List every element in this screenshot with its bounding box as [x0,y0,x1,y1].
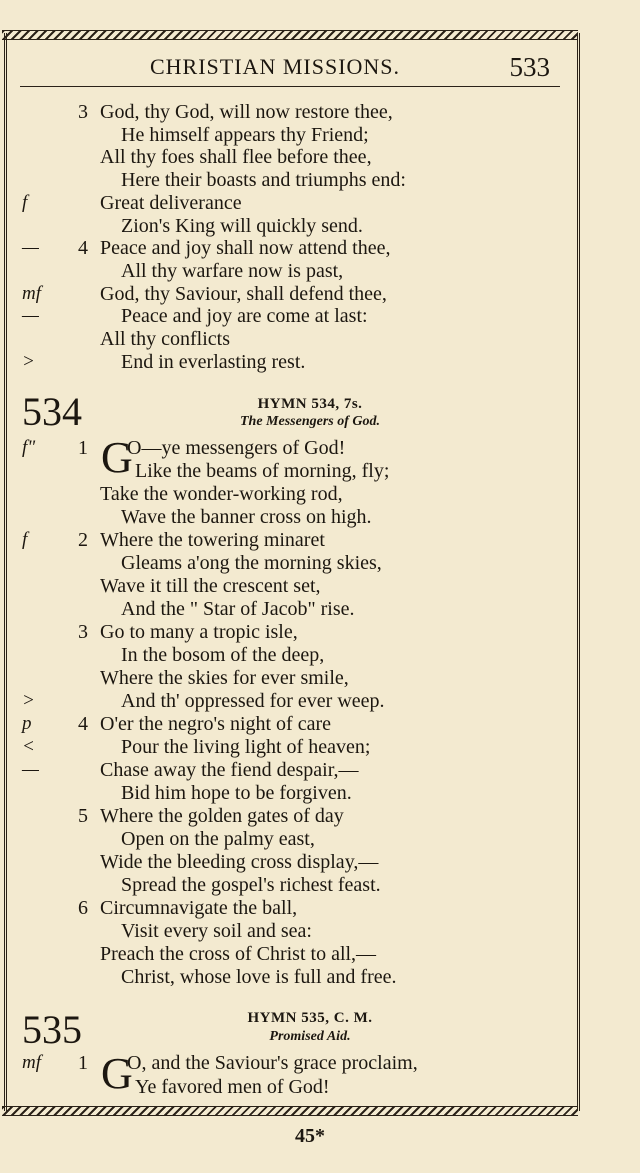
hymn-line [0,598,620,620]
hymn-535-drop-cap: G [101,1049,133,1098]
hymn-line-text: Christ, whose love is full and free. [121,966,397,988]
hymn-line-text: Circumnavigate the ball, [100,897,298,919]
hymn-line-text: Where the golden gates of day [100,805,344,827]
hymn-535-heading: HYMN 535, C. M. [247,1010,373,1026]
section-title: CHRISTIAN MISSIONS. [150,54,401,79]
hymn-line [0,943,620,965]
hymn-line [0,575,620,597]
hymn-535-number: 535 [22,1007,82,1052]
hymn-line-text: Wave it till the crescent set, [100,575,321,597]
hymn-line-text: Preach the cross of Christ to all,— [100,943,377,965]
hymn-line-text: All thy warfare now is past, [121,259,344,282]
hymn-line [0,552,620,574]
hymn-line-text: Peace and joy are come at last: [121,305,368,328]
hymn-line-text: Zion's King will quickly send. [121,214,363,237]
hymn-line-text: Like the beams of morning, fly; [135,460,390,482]
hymn-line [0,215,620,237]
hymn-line [0,328,620,350]
verse-number: 2 [78,529,88,551]
hymn-line [0,437,620,459]
dynamics-mark: f [22,191,28,213]
hymn-line-text: O'er the negro's night of care [100,713,332,735]
verse-number: 1 [78,1052,88,1074]
hymn-line-text: God, thy Saviour, shall defend thee, [100,282,387,305]
hymn-line [0,805,620,827]
hymn-line-text: Bid him hope to be forgiven. [121,782,352,804]
hymn-line-text: All thy foes shall flee before thee, [100,146,372,169]
hymn-line-text: O—ye messengers of God! [127,437,346,459]
dynamics-mark: f" [22,437,36,458]
signature-mark: 45* [295,1125,325,1147]
dynamics-mark: f [22,529,28,550]
page-number: 533 [509,52,550,82]
hymn-line [0,192,620,214]
hymn-534-drop-cap: G [101,433,133,482]
hymn-line-text: Wide the bleeding cross display,— [100,851,379,873]
verse-number: 6 [78,897,88,919]
hymn-line [0,146,620,168]
hymn-line-text: And th' oppressed for ever weep. [121,690,385,712]
hymn-line [0,351,620,373]
hymn-line-text: Peace and joy shall now attend thee, [100,237,391,260]
hymn-line-text: And the " Star of Jacob" rise. [121,598,355,620]
hymn-line-text: Wave the banner cross on high. [121,506,372,528]
hymn-line-text: Great deliverance [100,191,242,214]
hymn-534-subtitle: The Messengers of God. [240,414,380,429]
hymn-line-text: Where the towering minaret [100,529,325,551]
hymn-line [0,260,620,282]
hymn-line [0,920,620,942]
hymn-line [0,713,620,735]
hymn-line [0,1076,620,1098]
dynamics-mark: mf [22,1052,41,1073]
hymn-line [0,529,620,551]
verse-number: 1 [78,437,88,459]
hymn-line-text: Ye favored men of God! [135,1076,330,1098]
hymn-line [0,506,620,528]
hymn-line-text: Where the skies for ever smile, [100,667,349,689]
hymn-line-text: Pour the living light of heaven; [121,736,371,758]
hymn-line-text: Visit every soil and sea: [121,920,312,942]
verse-number: 3 [78,621,88,643]
verse-number: 4 [78,713,88,735]
verse-number: 3 [78,101,88,123]
hymn-line [0,828,620,850]
hymn-line-text: End in everlasting rest. [121,350,306,373]
hymn-line [0,966,620,988]
hymn-line [0,169,620,191]
dynamics-mark: — [22,759,39,780]
dynamics-mark: — [22,237,39,259]
hymn-line-text: Go to many a tropic isle, [100,621,298,643]
hymn-line [0,305,620,327]
dynamics-mark: p [22,713,32,734]
hymn-line [0,736,620,758]
hymn-line [0,759,620,781]
hymn-line-text: He himself appears thy Friend; [121,123,369,146]
hymn-line [0,283,620,305]
hymn-line [0,644,620,666]
hymn-line-text: Here their boasts and triumphs end: [121,169,406,192]
verse-number: 4 [78,237,88,260]
hymn-line-text: Open on the palmy east, [121,828,315,850]
hymn-line [0,483,620,505]
hymn-line [0,124,620,146]
dynamics-mark: mf [22,282,41,304]
hymn-line [0,621,620,643]
hymn-line-text: Spread the gospel's richest feast. [121,874,381,896]
hymn-line-text: In the bosom of the deep, [121,644,325,666]
dynamics-mark: > [22,690,35,711]
hymn-535-subtitle: Promised Aid. [269,1029,351,1044]
hymn-line [0,667,620,689]
hymn-line-text: God, thy God, will now restore thee, [100,101,393,123]
hymn-534-number: 534 [22,389,82,434]
hymn-line-text: Chase away the fiend despair,— [100,759,359,781]
dynamics-mark: < [22,736,35,757]
hymn-line-text: Take the wonder-working rod, [100,483,343,505]
hymn-line [0,237,620,259]
hymn-line [0,782,620,804]
running-header [20,54,560,87]
hymn-line [0,897,620,919]
top-rope-rule [2,30,578,40]
verse-number: 5 [78,805,88,827]
hymn-534-heading: HYMN 534, 7s. [257,396,363,412]
bottom-rope-rule [2,1106,578,1116]
hymn-line-text: O, and the Saviour's grace proclaim, [127,1052,418,1074]
dynamics-mark: — [22,305,39,327]
hymn-line [0,851,620,873]
hymn-line-text: All thy conflicts [100,328,230,350]
hymn-line [0,101,620,123]
hymn-line-text: Gleams a'ong the morning skies, [121,552,382,574]
hymn-line [0,690,620,712]
hymn-line [0,1052,620,1074]
hymn-line [0,460,620,482]
hymn-line [0,874,620,896]
dynamics-mark: > [22,350,35,372]
